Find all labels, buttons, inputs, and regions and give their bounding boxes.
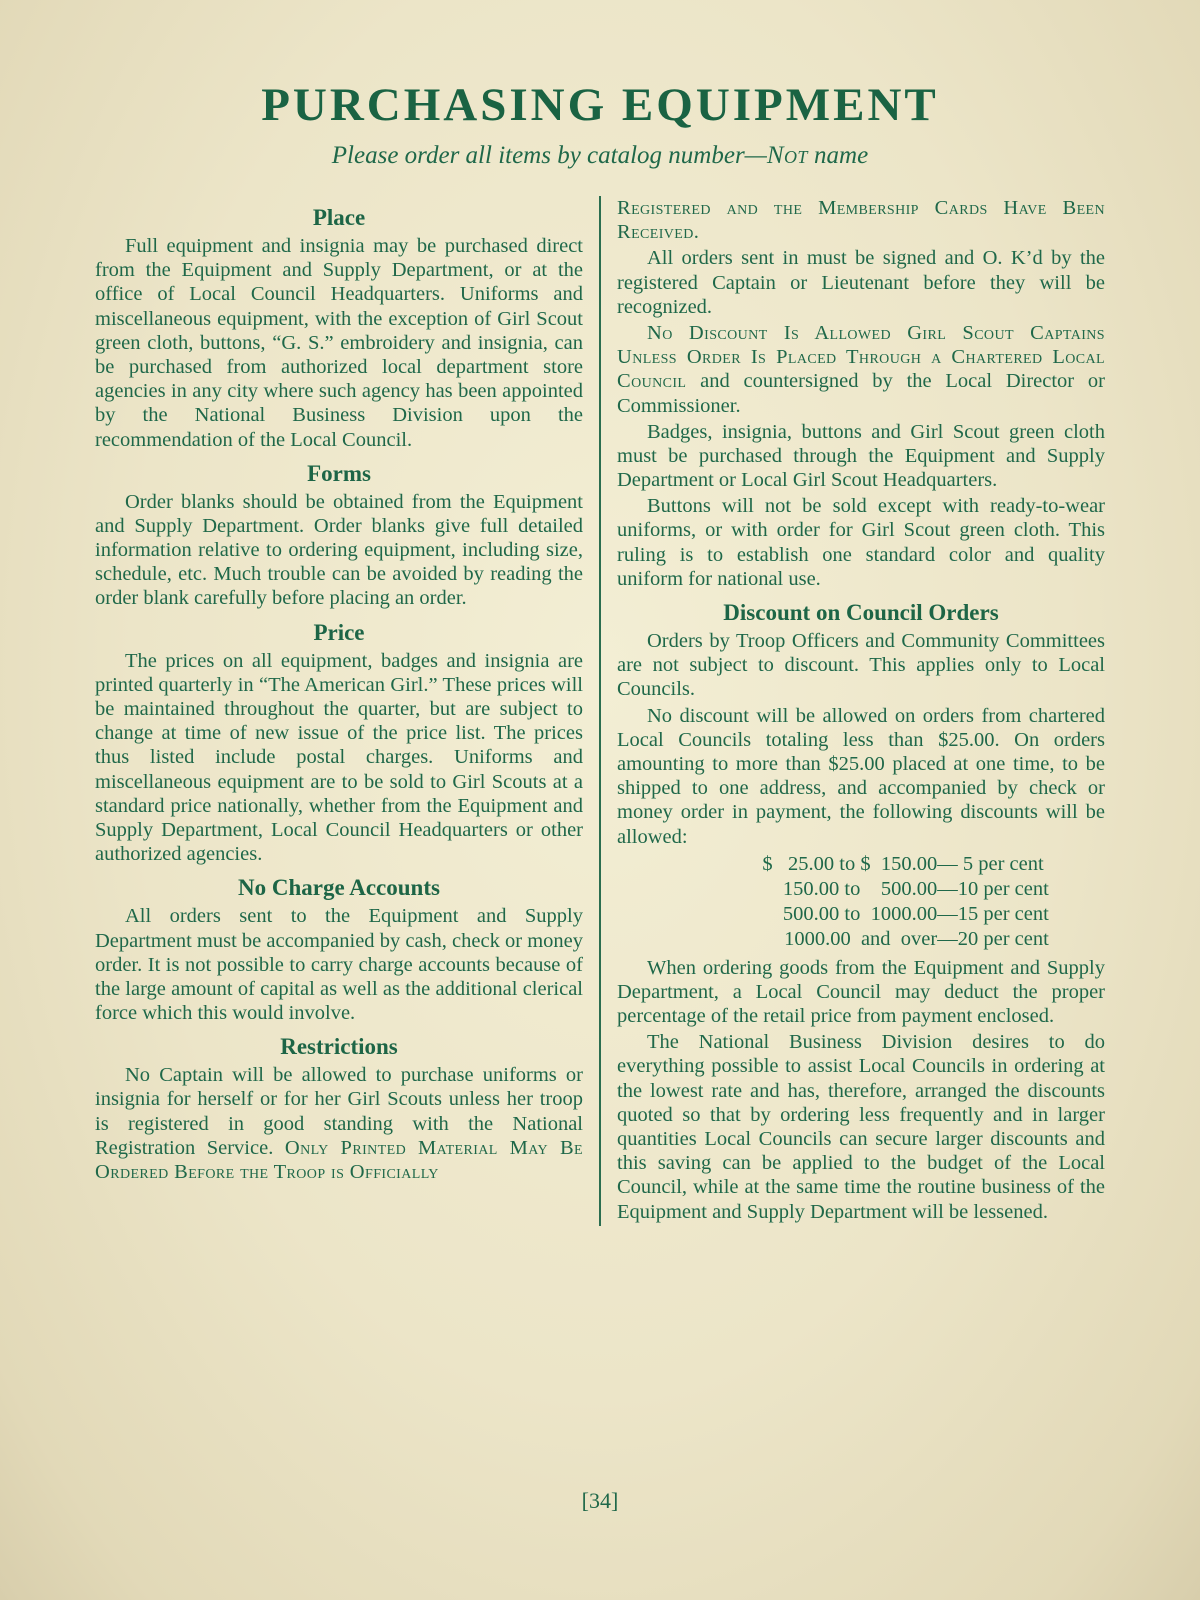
restrictions-text: No Captain will be allowed to purchase uniforms or insignia for herself or for her Girl Scouts unless her troop is registered in good standing with the National Registration Service. bbox=[95, 1064, 583, 1159]
discount-row bbox=[646, 852, 1075, 877]
discount-range: 500.00 to 1000.00— bbox=[782, 902, 958, 925]
discount-row bbox=[646, 877, 1075, 902]
page-title: PURCHASING EQUIPMENT bbox=[261, 79, 939, 131]
no-discount-text: and countersigned by the Local Director or Commissioner. bbox=[617, 370, 1105, 417]
paragraph-restrictions-continuation: Registered and the Membership Cards Have Been Received. bbox=[617, 197, 1105, 244]
paragraph-forms: Order blanks should be obtained from the Equipment and Supply Department. Order blanks give full detailed information relative to ordering equipment, including size, schedule, etc. Much trouble can be avoided by reading the order blank carefully before placing an order. bbox=[95, 490, 583, 610]
paragraph-discount-intro-2: No discount will be allowed on orders from chartered Local Councils totaling less than $25.00. On orders amounting to more than $25.00 placed at one time, to be shipped to one address, and accompanied by check or money order in payment, the following discounts will be allowed: bbox=[617, 704, 1105, 848]
paragraph-place: Full equipment and insignia may be purchased direct from the Equipment and Supply Department, or at the office of Local Council Headquarters. Uniforms and miscellaneous equipment, with the exception of Girl Scout green cloth, buttons, “G. S.” embroidery and insignia, can be purchased from authorized local department store agencies in any city where such agency has been appointed by the National Business Division upon the recommendation of the Local Council. bbox=[95, 235, 583, 451]
column-right bbox=[601, 196, 1105, 1226]
discount-rate: 15 per cent bbox=[957, 902, 1049, 925]
discount-rate: 10 per cent bbox=[957, 877, 1049, 900]
column-left bbox=[95, 196, 601, 1226]
no-discount-smallcaps: No Discount Is Allowed Girl Scout Captains Unless Order Is Placed Through a Chartered Local Council bbox=[617, 321, 1105, 393]
section-heading-forms: Forms bbox=[307, 460, 371, 486]
paragraph-no-charge-accounts: All orders sent to the Equipment and Supply Department must be accompanied by cash, check or money order. It is not possible to carry charge accounts because of the large amount of capital as well as the additional clerical force which this would involve. bbox=[95, 905, 583, 1025]
discount-range: 1000.00 and over— bbox=[784, 927, 958, 950]
paragraph-orders-signed: All orders sent in must be signed and O. K’d by the registered Captain or Lieutenant before they will be recognized. bbox=[617, 247, 1105, 318]
paragraph-price: The prices on all equipment, badges and insignia are printed quarterly in “The American Girl.” These prices will be maintained throughout the quarter, but are subject to change at time of new issue of the price list. The prices thus listed include postal charges. Uniforms and miscellaneous equipment are to be sold to Girl Scouts at a standard price nationally, whether from the Equipment and Supply Department, Local Council Headquarters or other authorized agencies. bbox=[95, 649, 583, 866]
section-heading-no-charge-accounts: No Charge Accounts bbox=[238, 875, 440, 901]
subtitle-smallcaps: Not bbox=[766, 142, 808, 169]
section-heading-discount-on-council-orders: Discount on Council Orders bbox=[723, 600, 999, 625]
discount-rate: 5 per cent bbox=[957, 852, 1044, 875]
section-heading-price: Price bbox=[313, 619, 365, 645]
paragraph-deduct: When ordering goods from the Equipment and Supply Department, a Local Council may deduct the proper percentage of the retail price from payment enclosed. bbox=[617, 956, 1105, 1028]
discount-rate-table bbox=[646, 852, 1075, 952]
discount-row bbox=[646, 902, 1075, 927]
discount-range: $ 25.00 to $ 150.00— bbox=[762, 852, 958, 875]
discount-row bbox=[646, 927, 1075, 952]
page-subtitle bbox=[95, 142, 1105, 170]
paragraph-badges: Badges, insignia, buttons and Girl Scout green cloth must be purchased through the Equipment and Supply Department or Local Girl Scout Headquarters. bbox=[617, 420, 1105, 492]
two-column-layout bbox=[95, 196, 1105, 1226]
section-heading-place: Place bbox=[312, 205, 366, 230]
paragraph-discount-intro-1: Orders by Troop Officers and Community Committees are not subject to discount. This applies only to Local Councils. bbox=[617, 630, 1105, 701]
paragraph-no-discount bbox=[617, 321, 1105, 418]
subtitle-tail: name bbox=[807, 142, 869, 169]
paragraph-restrictions bbox=[95, 1063, 583, 1184]
page-number: [34] bbox=[581, 1488, 619, 1513]
discount-range: 150.00 to 500.00— bbox=[782, 877, 958, 900]
restrictions-smallcaps: Only Printed Material May Be Ordered Before the Troop is Officially bbox=[95, 1136, 583, 1183]
section-heading-restrictions: Restrictions bbox=[280, 1034, 398, 1060]
paragraph-buttons: Buttons will not be sold except with ready-to-wear uniforms, or with order for Girl Scout green cloth. This ruling is to establish one standard color and quality uniform for national use. bbox=[617, 495, 1105, 590]
paragraph-national-business-division: The National Business Division desires to do everything possible to assist Local Councils in ordering at the lowest rate and has, therefore, arranged the discounts quoted so that by ordering less frequently and in larger quantities Local Councils can secure larger discounts and this saving can be applied to the budget of the Local Council, while at the same time the routine business of the Equipment and Supply Department will be lessened. bbox=[617, 1031, 1105, 1223]
subtitle-main: Please order all items by catalog number— bbox=[331, 142, 767, 169]
discount-rate: 20 per cent bbox=[957, 927, 1049, 950]
